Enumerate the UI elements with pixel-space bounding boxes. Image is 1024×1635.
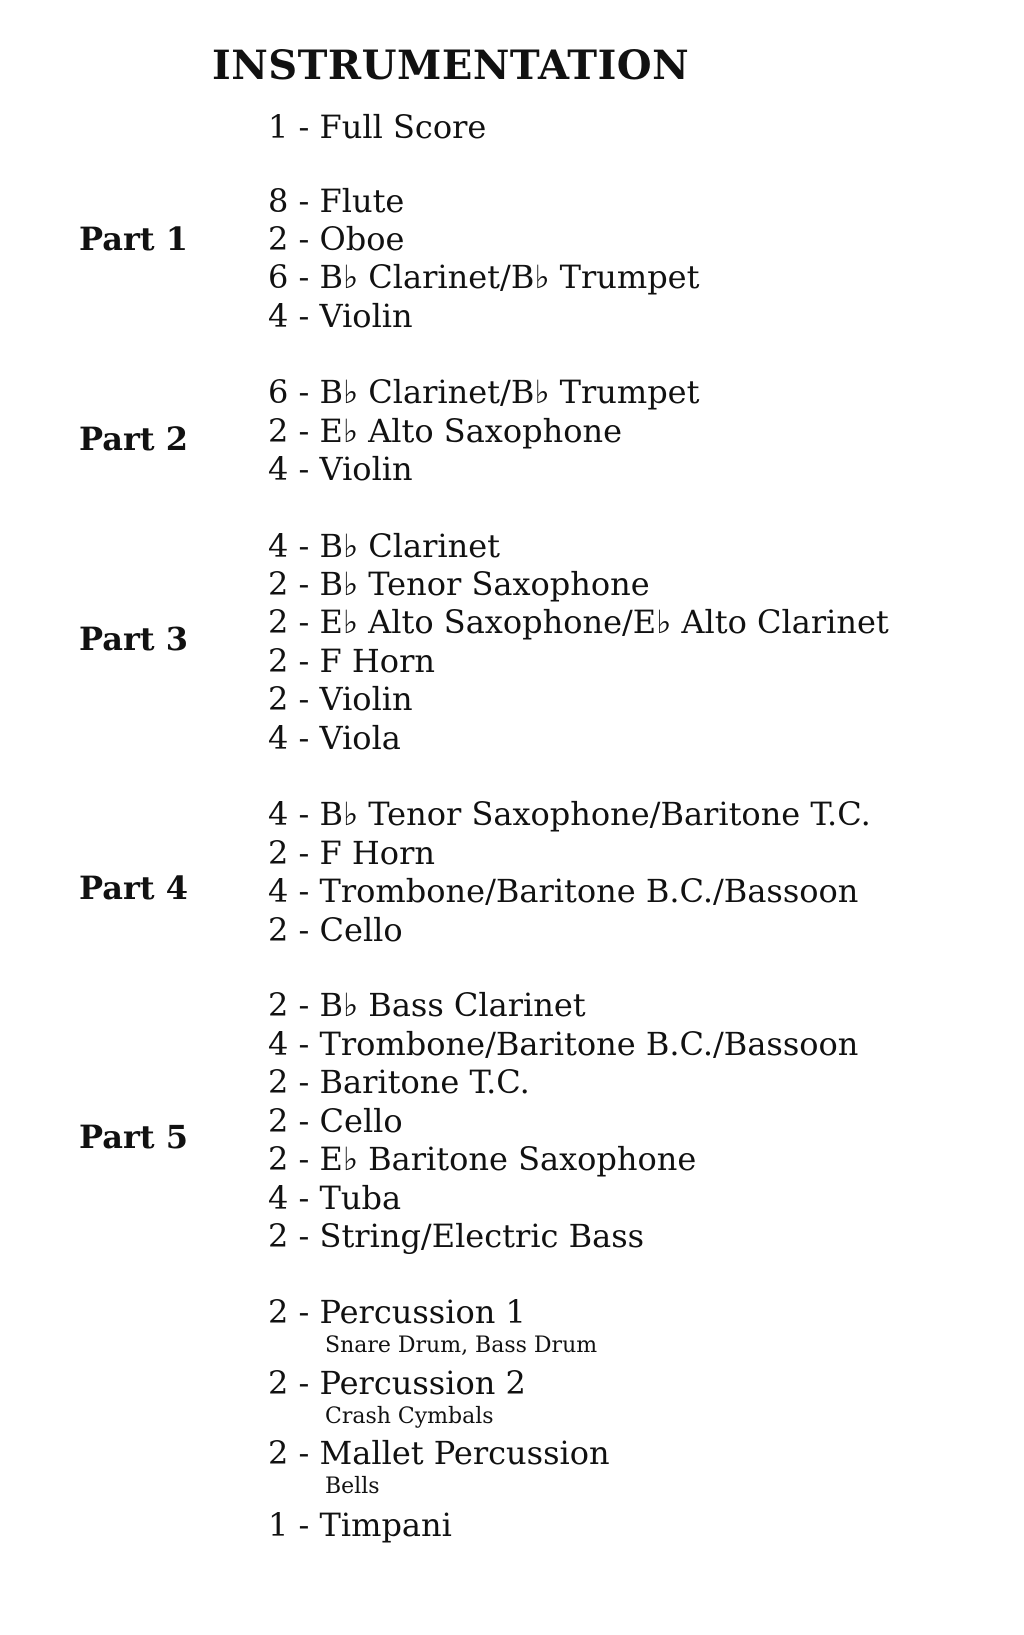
part-4-label: Part 4 (79, 869, 188, 907)
part-1-item: 2 - Oboe (268, 220, 405, 258)
part-3-item: 2 - E♭ Alto Saxophone/E♭ Alto Clarinet (268, 603, 889, 641)
percussion-detail: Bells (325, 1474, 380, 1499)
part-3-item: 4 - Viola (268, 719, 401, 757)
full-score-line: 1 - Full Score (268, 108, 487, 146)
part-4-item: 4 - Trombone/Baritone B.C./Bassoon (268, 872, 859, 910)
part-1-item: 4 - Violin (268, 297, 413, 335)
part-3-label: Part 3 (79, 620, 188, 658)
page-title: INSTRUMENTATION (212, 42, 690, 89)
part-3-item: 4 - B♭ Clarinet (268, 527, 501, 565)
percussion-item: 2 - Percussion 1 (268, 1293, 526, 1331)
part-5-item: 2 - E♭ Baritone Saxophone (268, 1140, 697, 1178)
part-3-item: 2 - Violin (268, 680, 413, 718)
part-5-item: 2 - String/Electric Bass (268, 1217, 645, 1255)
part-5-item: 2 - Cello (268, 1102, 403, 1140)
part-5-item: 2 - B♭ Bass Clarinet (268, 986, 586, 1024)
part-5-item: 4 - Tuba (268, 1179, 402, 1217)
part-5-item: 2 - Baritone T.C. (268, 1063, 530, 1101)
part-2-item: 4 - Violin (268, 450, 413, 488)
percussion-detail: Snare Drum, Bass Drum (325, 1333, 598, 1358)
part-4-item: 2 - Cello (268, 911, 403, 949)
part-1-label: Part 1 (79, 220, 188, 258)
part-2-item: 2 - E♭ Alto Saxophone (268, 412, 622, 450)
part-1-item: 6 - B♭ Clarinet/B♭ Trumpet (268, 258, 700, 296)
percussion-item: 2 - Mallet Percussion (268, 1434, 610, 1472)
part-1-item: 8 - Flute (268, 182, 405, 220)
percussion-item: 2 - Percussion 2 (268, 1364, 526, 1402)
part-5-item: 4 - Trombone/Baritone B.C./Bassoon (268, 1025, 859, 1063)
part-2-item: 6 - B♭ Clarinet/B♭ Trumpet (268, 373, 700, 411)
percussion-detail: Crash Cymbals (325, 1404, 494, 1429)
percussion-item: 1 - Timpani (268, 1506, 452, 1544)
part-4-item: 4 - B♭ Tenor Saxophone/Baritone T.C. (268, 795, 871, 833)
part-3-item: 2 - F Horn (268, 642, 435, 680)
part-4-item: 2 - F Horn (268, 834, 435, 872)
part-5-label: Part 5 (79, 1118, 188, 1156)
part-2-label: Part 2 (79, 420, 188, 458)
part-3-item: 2 - B♭ Tenor Saxophone (268, 565, 650, 603)
